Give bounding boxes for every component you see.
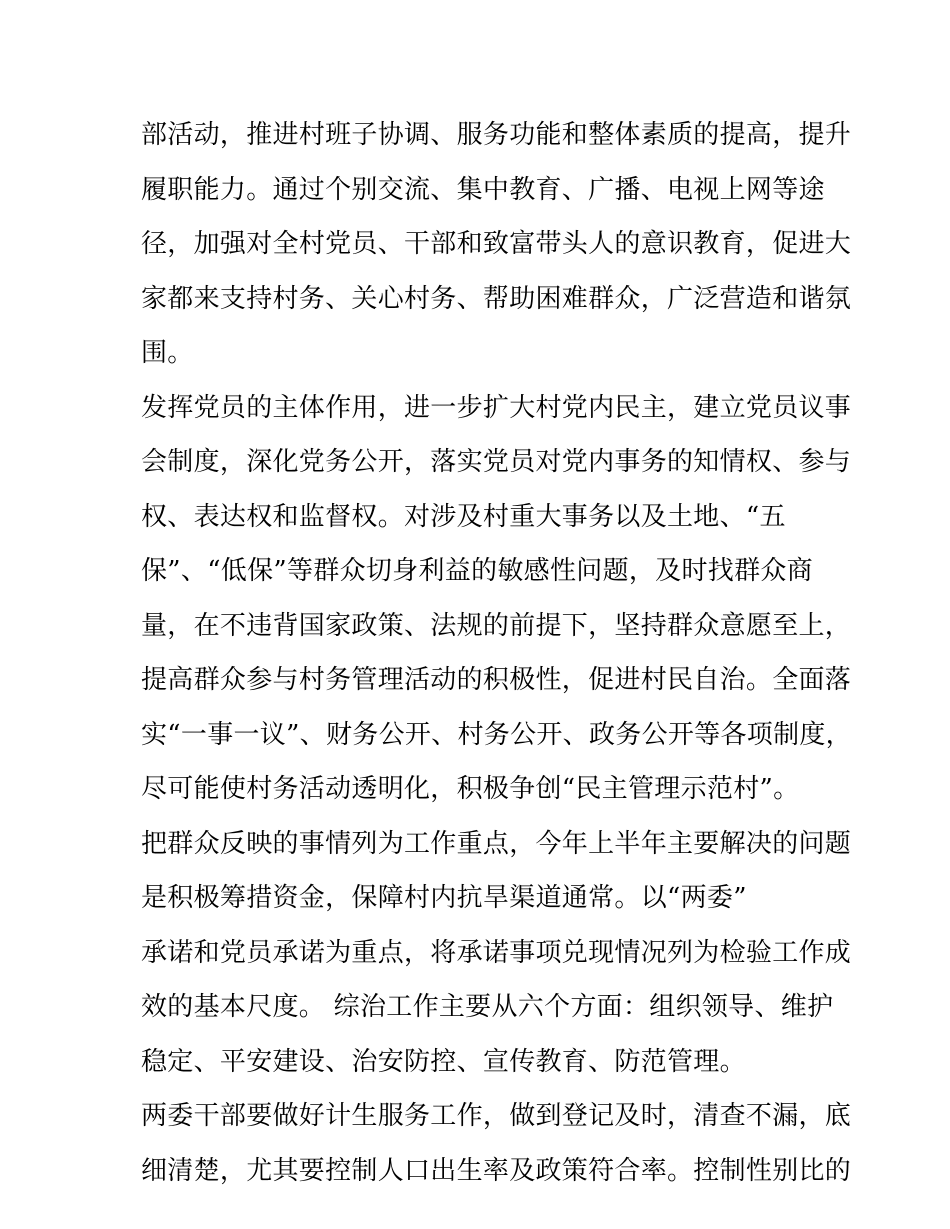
text-line: 两委干部要做好计生服务工作，做到登记及时，清查不漏，底: [141, 1101, 852, 1131]
text-line: 提高群众参与村务管理活动的积极性，促进村民自治。全面落: [141, 665, 852, 695]
text-line: 围。: [141, 338, 194, 368]
text-line: 部活动，推进村班子协调、服务功能和整体素质的提高，提升: [141, 120, 852, 150]
body-text: [141, 108, 852, 1198]
text-line: 承诺和党员承诺为重点，将承诺事项兑现情况列为检验工作成: [141, 937, 852, 968]
text-line: 径，加强对全村党员、干部和致富带头人的意识教育，促进大: [141, 229, 852, 259]
text-line: 保”、“低保”等群众切身利益的敏感性问题，及时找群众商: [141, 556, 813, 586]
text-line: 量，在不违背国家政策、法规的前提下，坚持群众意愿至上，: [141, 610, 852, 641]
text-line: 效的基本尺度。 综治工作主要从六个方面：组织领导、维护: [141, 992, 834, 1022]
text-line: 细清楚，尤其要控制人口出生率及政策符合率。控制性别比的: [141, 1155, 852, 1186]
text-line: 实“一事一议”、财务公开、村务公开、政务公开等各项制度，: [141, 719, 852, 750]
text-line: 把群众反映的事情列为工作重点，今年上半年主要解决的问题: [141, 828, 852, 859]
text-line: 稳定、平安建设、治安防控、宣传教育、防范管理。: [141, 1046, 746, 1077]
text-line: 发挥党员的主体作用，进一步扩大村党内民主，建立党员议事: [141, 392, 852, 423]
text-line: 家都来支持村务、关心村务、帮助困难群众，广泛营造和谐氛: [141, 283, 852, 314]
text-line: 会制度，深化党务公开，落实党员对党内事务的知情权、参与: [141, 447, 852, 477]
text-line: 是积极筹措资金，保障村内抗旱渠道通常。以“两委”: [141, 883, 747, 913]
text-line: 尽可能使村务活动透明化，积极争创“民主管理示范村”。: [141, 774, 800, 804]
text-line: 履职能力。通过个别交流、集中教育、广播、电视上网等途: [141, 174, 825, 205]
text-line: 权、表达权和监督权。对涉及村重大事务以及土地、“五: [141, 501, 786, 532]
